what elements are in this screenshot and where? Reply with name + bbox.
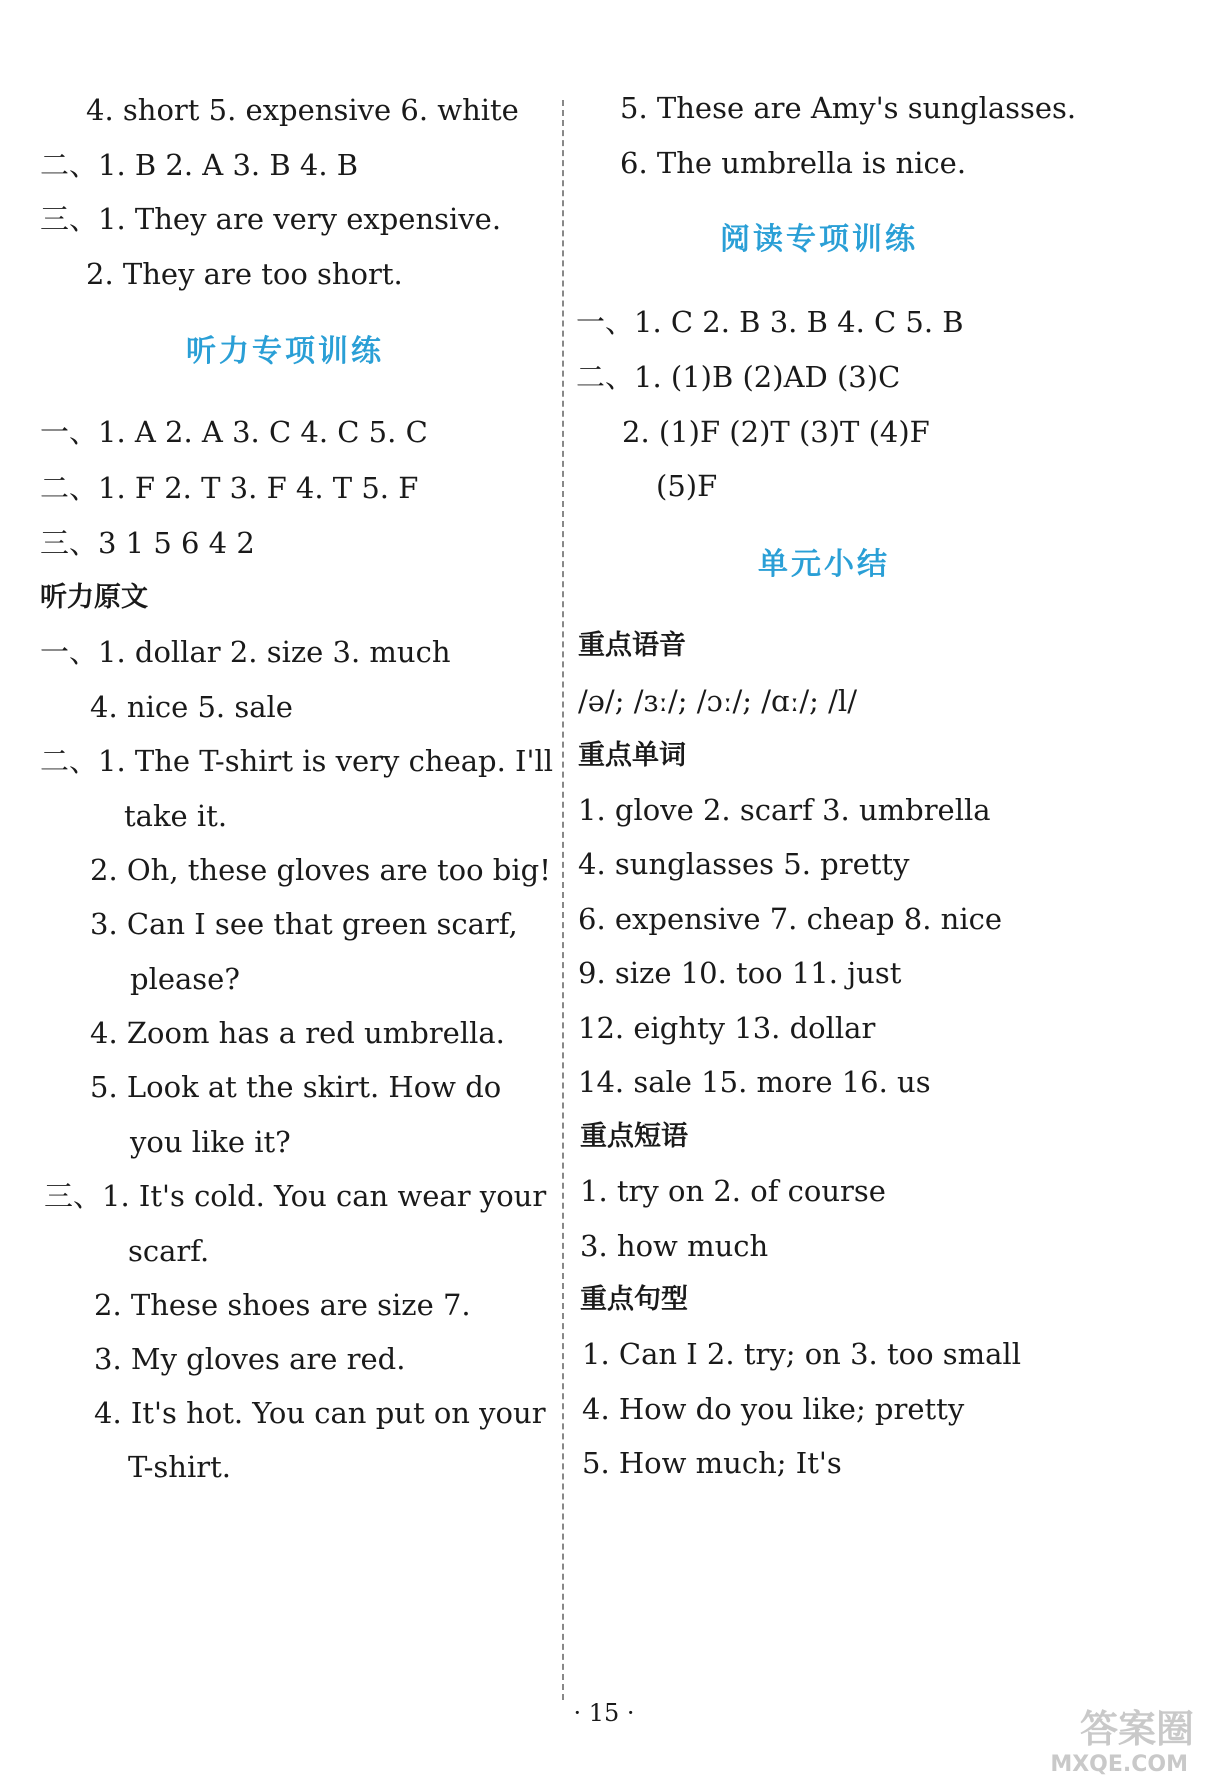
- answer-line: 1. glove 2. scarf 3. umbrella: [578, 793, 991, 827]
- answer-line: 2. These shoes are size 7.: [94, 1288, 471, 1322]
- watermark-logo: 答案圈: [1079, 1707, 1194, 1751]
- subheading-key-words: 重点单词: [578, 740, 686, 771]
- answer-line: 9. size 10. too 11. just: [578, 956, 902, 990]
- answer-line: (5)F: [656, 469, 718, 503]
- answer-line: 6. expensive 7. cheap 8. nice: [578, 902, 1003, 936]
- watermark-url: MXQE.COM: [1050, 1752, 1188, 1777]
- section-heading-reading: 阅读专项训练: [720, 222, 918, 257]
- answer-line: 二、1. The T-shirt is very cheap. I'll: [40, 744, 553, 778]
- answer-line: 4. Zoom has a red umbrella.: [90, 1016, 505, 1050]
- answer-line: 一、1. A 2. A 3. C 4. C 5. C: [40, 415, 428, 449]
- answer-line: 5. These are Amy's sunglasses.: [620, 91, 1077, 125]
- answer-line: 一、1. C 2. B 3. B 4. C 5. B: [576, 305, 964, 339]
- answer-line: T-shirt.: [128, 1450, 231, 1484]
- page-number: · 15 ·: [573, 1699, 635, 1727]
- answer-line: 4. How do you like; pretty: [582, 1392, 965, 1426]
- answer-line: 二、1. (1)B (2)AD (3)C: [576, 360, 901, 394]
- answer-line: you like it?: [130, 1125, 291, 1159]
- answer-line: 4. sunglasses 5. pretty: [578, 847, 910, 881]
- answer-line: 4. short 5. expensive 6. white: [86, 93, 519, 127]
- answer-line: take it.: [124, 799, 228, 833]
- section-heading-unit-summary: 单元小结: [758, 547, 890, 582]
- section-heading-listening: 听力专项训练: [186, 334, 384, 369]
- answer-line: 12. eighty 13. dollar: [578, 1011, 876, 1045]
- answer-line: 2. They are too short.: [86, 257, 403, 291]
- subheading-key-phrases: 重点短语: [580, 1121, 688, 1152]
- answer-line: 三、1. They are very expensive.: [40, 202, 502, 236]
- answer-line: 2. Oh, these gloves are too big!: [90, 853, 551, 887]
- answer-line: 三、3 1 5 6 4 2: [40, 526, 255, 560]
- answer-line: 5. How much; It's: [582, 1446, 842, 1480]
- answer-line: 3. My gloves are red.: [94, 1342, 406, 1376]
- answer-line: 二、1. B 2. A 3. B 4. B: [40, 148, 359, 182]
- subheading-transcript: 听力原文: [40, 582, 148, 613]
- answer-line: 4. nice 5. sale: [90, 690, 293, 724]
- answer-line: scarf.: [128, 1234, 210, 1268]
- answer-line: 2. (1)F (2)T (3)T (4)F: [622, 415, 930, 449]
- answer-line: 三、1. It's cold. You can wear your: [44, 1179, 547, 1213]
- answer-line: 14. sale 15. more 16. us: [578, 1065, 931, 1099]
- answer-line: 1. Can I 2. try; on 3. too small: [582, 1337, 1021, 1371]
- answer-line: /ə/; /ɜː/; /ɔː/; /ɑː/; /l/: [578, 684, 857, 718]
- column-divider: [562, 100, 564, 1700]
- answer-line: please?: [130, 962, 240, 996]
- answer-line: 6. The umbrella is nice.: [620, 146, 967, 180]
- answer-line: 3. how much: [580, 1229, 769, 1263]
- answer-line: 一、1. dollar 2. size 3. much: [40, 635, 451, 669]
- answer-line: 5. Look at the skirt. How do: [90, 1070, 502, 1104]
- subheading-key-sentences: 重点句型: [580, 1284, 688, 1315]
- subheading-key-sounds: 重点语音: [578, 630, 686, 661]
- answer-line: 1. try on 2. of course: [580, 1174, 886, 1208]
- answer-line: 4. It's hot. You can put on your: [94, 1396, 546, 1430]
- answer-line: 二、1. F 2. T 3. F 4. T 5. F: [40, 471, 419, 505]
- answer-line: 3. Can I see that green scarf,: [90, 907, 518, 941]
